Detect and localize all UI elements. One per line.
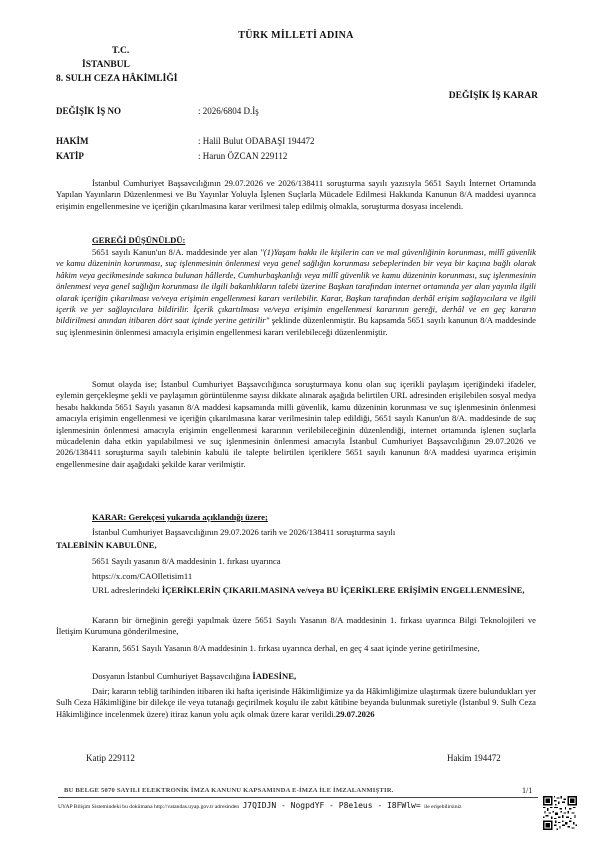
- gerege-heading-text: GEREĞİ DÜŞÜNÜLDÜ:: [92, 235, 186, 245]
- verification-code: J7QIDJN - NogpdYF - P8e1eus - I8FWlw=: [242, 801, 421, 810]
- karar-line-1: [56, 527, 536, 538]
- clerk-signature: Katip 229112: [86, 753, 135, 763]
- intro-text: İstanbul Cumhuriyet Başsavcılığının 29.07.2026 ve 2026/138411 soruşturma sayılı yazısıyla 5651 Sayılı İnternet Ortamında Yapılan Yayınların Düzenlenmesi ve Bu Yayınlar Yoluyla İşlenen Suçlarla Mücadele Edilmesi Hakkında Kanunun 8/A maddesi uyarınca erişimin engellenmesine ve içeriğin çıkarılmasına karar verilmesi talep edilmiş olmakla, soruşturma dosyası incelendi.: [56, 178, 536, 211]
- intro-paragraph: [56, 178, 536, 212]
- karar-1-text: İstanbul Cumhuriyet Başsavcılığının 29.07.2026 tarih ve 2026/138411 soruşturma sayılı: [92, 527, 396, 537]
- return-bold: İADESİNE,: [252, 671, 297, 681]
- order-2-text: Kararın, 5651 Sayılı Yasanın 8/A maddesinin 1. fırkası uyarınca derhal, en geç 4 saat içinde yerine getirilmesine,: [92, 643, 480, 653]
- law-quote: "(1)Yaşam hakkı ile kişilerin can ve mal güvenliğinin korunması, millî güvenlik ve kamu düzeninin korunması, suç işlenmesinin önlenmesi veya genel sağlığın korunması sebeplerinden bir veya bir kaçına bağlı olarak hâkim veya gecikmesinde sakınca bulunan hâllerde, Cumhurbaşkanlığı veya millî güvenlik ve kamu düzeninin korunması, suç işlenmesinin önlenmesi veya genel sağlığın korunması ile ilgili bakanlıkların talebi üzerine Başkan tarafından internet ortamında yer alan yayınla ilgili olarak içeriğin çıkarılması ve/veya erişimin engellenmesi kararı verilebilir. Karar, Başkan tarafından derhâl erişim sağlayıcılara ve ilgili içerik ve yer sağlayıcılara bildirilir. İçerik çıkartılması ve/veya erişimin engellenmesi kararının gereği, derhâl ve en geç kararın bildirilmesi anından itibaren dört saat içinde yerine getirilir": [56, 247, 536, 326]
- judge-signature: Hakim 194472: [447, 753, 501, 763]
- facts-text: Somut olayda ise; İstanbul Cumhuriyet Başsavcılığınca soruşturmaya konu olan suç içerikli paylaşım içeriğindeki ifadeler, eylemin gerçekleşme şekli ve paylaşımın görüntülenme sayısı dikkate alınarak aşağıda belirtilen URL adresinden erişilebilen sosyal medya hesabı hakkında 5651 Sayılı yasanın 8/A maddesi kapsamında milli güvenlik, kamu düzeninin korunması ve suç işlenmesinin önlenmesi amacıyla erişimin engellenmesi ve içeriğin çıkarılmasına karar verilmesinin talep edildiği, 5651 sayılı Kanun'un 8/A. maddesinde de suç işlenmesinin önlenmesi amacıyla erişimin engellenmesi kararının verilebileceğinin düzenlendiği, internet ortamında işlenen suçlarla mücadelenin daha etkin yapılabilmesi ve suç işlenmesinin önlenmesi amacıyla İstanbul Cumhuriyet Başsavcılığının 29.07.2026 ve 2026/138411 soruşturma sayılı talebinin kabulü ile talepte belirtilen içeriklere 5651 sayılı kanunun 8/A maddesi uyarınca erişimin engellenmesine dair aşağıdaki şekilde karar verilmiştir.: [56, 379, 536, 469]
- karar-line-2: TALEBİNİN KABULÜNE,: [56, 540, 157, 550]
- case-no-label: DEĞİŞİK İŞ NO: [56, 106, 122, 116]
- uyap-footer: [58, 801, 542, 810]
- order-1-paragraph: [56, 615, 536, 638]
- clerk-label: KATİP: [56, 151, 84, 161]
- url-order-paragraph: [56, 585, 536, 596]
- target-url: https://x.com/CAOIletisim11: [92, 571, 193, 581]
- url-lead: URL adreslerindeki: [92, 585, 162, 595]
- appeal-date: 29.07.2026: [335, 708, 375, 719]
- karar-heading-text: KARAR: Gerekçesi yukarıda açıklandığı üzere;: [92, 512, 268, 522]
- document-type: DEĞİŞİK İŞ KARAR: [448, 91, 538, 101]
- facts-paragraph: [56, 379, 536, 470]
- order-2-paragraph: [56, 643, 536, 654]
- case-no-value: : 2026/6804 D.İş: [198, 106, 259, 116]
- url-bold: İÇERİKLERİN ÇIKARILMASINA ve/veya BU İÇERİKLERE ERİŞİMİN ENGELLENMESİNE,: [161, 585, 525, 595]
- clerk-value: : Harun ÖZCAN 229112: [198, 151, 288, 161]
- return-paragraph: [56, 671, 536, 682]
- footer-divider: [58, 797, 538, 798]
- judge-label: HAKİM: [56, 136, 89, 146]
- city-label: İSTANBUL: [82, 60, 130, 70]
- appeal-paragraph: [56, 686, 536, 720]
- order-1-text: Kararın bir örneğinin gereği yapılmak üzere 5651 Sayılı Yasanın 8/A maddesinin 1. fırkası uyarınca Bilgi Teknolojileri ve İletişim Kurumuna gönderilmesine,: [56, 615, 536, 637]
- judge-value: : Halil Bulut ODABAŞI 194472: [198, 136, 315, 146]
- karar-heading: [92, 512, 268, 523]
- law-tail: şeklinde düzenlenmiştir. Bu kapsamda 5651 sayılı kanunun 8/A maddesinde suç işlenmesinin önlenmesi amacıyla erişimin engellenmesi kararı verilebileceği düzenlenmiştir.: [56, 315, 536, 337]
- return-lead: Dosyanın İstanbul Cumhuriyet Başsavcılığına: [92, 671, 253, 681]
- nation-heading: TÜRK MİLLETİ ADINA: [238, 30, 354, 41]
- esign-notice: BU BELGE 5070 SAYILI ELEKTRONİK İMZA KANUNU KAPSAMINDA E-İMZA İLE İMZALANMIŞTIR.: [64, 787, 394, 794]
- law-paragraph: [56, 247, 536, 338]
- page-number: 1/1: [522, 786, 533, 795]
- karar-line-3: 5651 Sayılı yasanın 8/A maddesinin 1. fırkası uyarınca: [92, 556, 281, 566]
- appeal-text: Dair; kararın tebliğ tarihinden itibaren iki hafta içerisinde Hâkimliğimize ya da Hâkimliğimize ulaştırmak üzere bulundukları yer Sulh Ceza Hâkimliğine bir dilekçe ile veya tutanağı geçirilmek koşulu ile zabıt kâtibine beyanda bulunmak suretiyle (İstanbul 9. Sulh Ceza Hâkimliğince incelenmek üzere) itiraz kanun yolu açık olmak üzere karar verildi.: [56, 686, 536, 719]
- uyap-tail: ile erişebilirsiniz: [424, 804, 462, 810]
- gerege-heading: [92, 235, 185, 246]
- uyap-text: UYAP Bilişim Sistemindeki bu dokümana http://vatandas.uyap.gov.tr adresinden: [58, 804, 240, 810]
- court-name: 8. SULH CEZA HÂKİMLİĞİ: [56, 74, 178, 84]
- country-label: T.C.: [112, 46, 130, 56]
- qr-code-icon: [543, 796, 577, 830]
- law-lead: 5651 sayılı Kanun'un 8/A. maddesinde yer alan: [92, 247, 261, 257]
